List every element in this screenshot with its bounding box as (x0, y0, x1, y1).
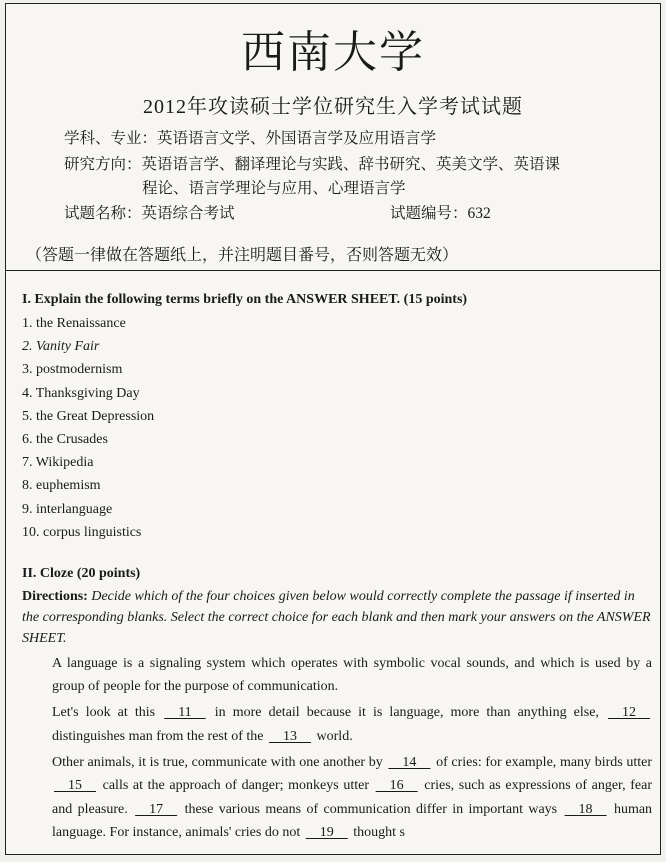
exam-body (22, 286, 652, 844)
university-name: 西南大学 (241, 27, 425, 78)
term-list (22, 312, 652, 544)
term-item (22, 335, 652, 358)
exam-name-line (64, 201, 235, 223)
cloze-text: thought s (353, 824, 405, 840)
subject-line (64, 126, 436, 148)
section1-title: I. Explain the following terms briefly on the ANSWER SHEET. (15 points) (22, 292, 468, 307)
answer-sheet-note: （答题一律做在答题纸上，并注明题目番号，否则答题无效） (26, 247, 459, 264)
term-item: 7. Wikipedia (22, 455, 94, 471)
term-item: 3. postmodernism (22, 362, 123, 378)
cloze-paragraph-3 (22, 751, 652, 844)
cloze-text: cries, such as expressions of anger, fear and pleasure. (52, 778, 653, 817)
exam-header (6, 4, 660, 271)
cloze-blank-16: 16 (375, 778, 418, 794)
term-item: 10. corpus linguistics (22, 524, 142, 540)
term-item: 1. the Renaissance (22, 316, 126, 331)
cloze-text: Other animals, it is true, communicate with one another by (52, 755, 383, 771)
exam-code-value: 632 (467, 205, 491, 222)
exam-page (5, 3, 661, 855)
research-line (64, 152, 560, 174)
directions-label: Directions: (22, 588, 88, 604)
exam-name-label: 试题名称： (64, 205, 142, 222)
cloze-text: Let's look at this (52, 705, 156, 721)
cloze-text: human language. For instance, animals' cries do not (52, 801, 653, 840)
term-item: 6. the Crusades (22, 431, 108, 447)
exam-title: 2012年攻读硕士学位研究生入学考试试题 (143, 96, 523, 118)
research-label: 研究方向： (64, 156, 142, 173)
cloze-blank-18: 18 (564, 801, 607, 817)
research-value-line2: 程论、语言学理论与应用、心理语言学 (142, 180, 406, 197)
cloze-blank-19: 19 (305, 824, 348, 840)
directions-text: Decide which of the four choices given below would correctly complete the passage if inserted in the corresponding blanks. Select the correct choice for each blank and then mark your answers on the ANSWER SHEET. (22, 588, 651, 646)
cloze-text: distinguishes man from the rest of the (52, 728, 264, 744)
exam-name-value: 英语综合考试 (141, 205, 235, 222)
term-item: 9. interlanguage (22, 501, 113, 517)
cloze-blank-12: 12 (608, 705, 651, 721)
subject-label: 学科、专业： (64, 130, 158, 147)
cloze-blank-17: 17 (135, 801, 178, 817)
term-item-italic: 2. Vanity Fair (22, 339, 100, 355)
cloze-text: world. (316, 728, 353, 744)
cloze-blank-15: 15 (54, 778, 96, 794)
term-item: 4. Thanksgiving Day (22, 385, 140, 401)
cloze-blank-11: 11 (164, 705, 206, 721)
section2-title: II. Cloze (20 points) (22, 565, 141, 581)
subject-value: 英语语言文学、外国语言学及应用语言学 (157, 130, 437, 147)
cloze-text: these various means of communication differ in important ways (184, 801, 558, 817)
term-item: 5. the Great Depression (22, 408, 155, 424)
cloze-blank-14: 14 (388, 755, 431, 771)
exam-code-line (390, 201, 491, 223)
cloze-directions (22, 586, 652, 649)
cloze-text: of cries: for example, many birds utter (436, 755, 653, 771)
cloze-text: calls at the approach of danger; monkeys utter (102, 778, 369, 794)
research-value-line1: 英语语言学、翻译理论与实践、辞书研究、英美文学、英语课 (141, 156, 561, 173)
cloze-blank-13: 13 (269, 728, 312, 744)
cloze-paragraph-1: A language is a signaling system which operates with symbolic vocal sounds, and which is used by a group of people for the purpose of communication. (52, 655, 652, 695)
exam-code-label: 试题编号： (390, 205, 468, 222)
cloze-text: in more detail because it is language, more than anything else, (214, 705, 599, 721)
cloze-paragraph-2 (22, 701, 652, 748)
term-item: 8. euphemism (22, 478, 101, 494)
